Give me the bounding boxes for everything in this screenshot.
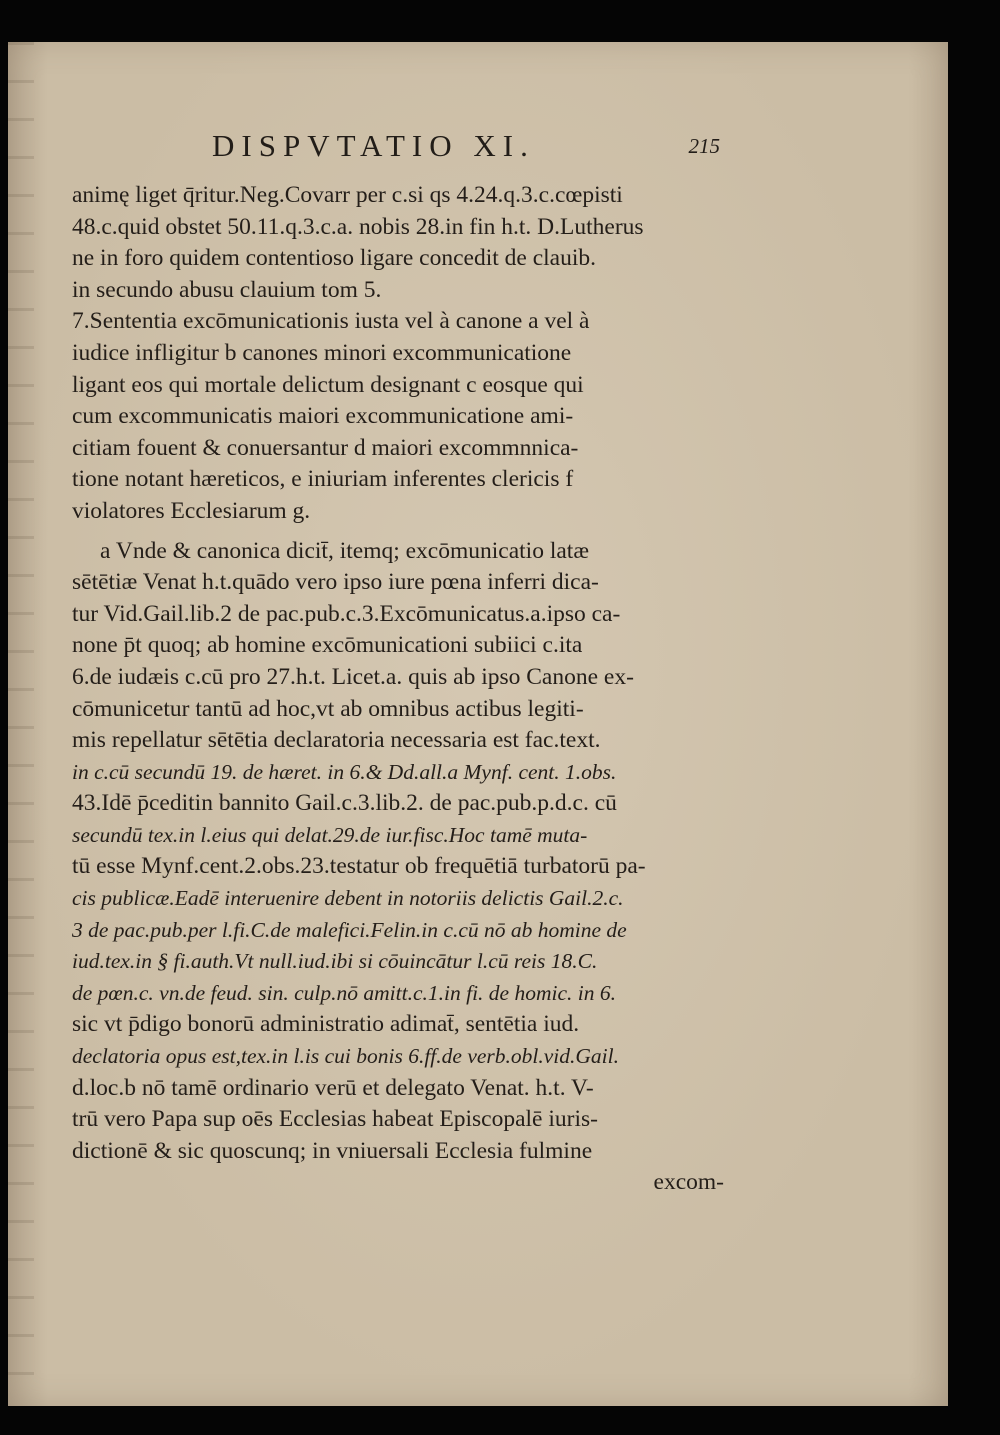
note-line: sic vt p̄digo bonorū administratio adimat̄, sentētia iud. <box>72 1011 580 1038</box>
text-line: in secundo abusu clauium tom 5. <box>72 276 382 303</box>
note-line: 6.de iudæis c.cū pro 27.h.t. Licet.a. quis ab ipso Canone ex- <box>72 663 634 690</box>
note-line: secundū tex.in l.eius qui delat.29.de iur.fisc.Hoc tamē muta- <box>72 822 588 847</box>
catchword: excom- <box>653 1169 724 1196</box>
text-line: tione notant hæreticos, e iniuriam inferentes clericis f <box>72 466 574 493</box>
note-line: none p̄t quoq; ab homine excōmunicationi subiici c.ita <box>72 632 583 659</box>
text-line: violatores Ecclesiarum g. <box>72 497 311 524</box>
text-line: iudice infligitur b canones minori excommunicatione <box>72 339 572 366</box>
text-line: ligant eos qui mortale delictum designant c eosque qui <box>72 371 584 398</box>
note-line: tur Vid.Gail.lib.2 de pac.pub.c.3.Excōmunicatus.a.ipso ca- <box>72 600 621 627</box>
note-line: d.loc.b nō tamē ordinario verū et delegato Venat. h.t. V- <box>72 1074 594 1101</box>
running-head: DISPVTATIO XI. <box>212 128 535 163</box>
note-line: declatoria opus est,tex.in l.is cui bonis 6.ff.de verb.obl.vid.Gail. <box>72 1044 619 1069</box>
note-line: mis repellatur sētētia declaratoria necessaria est fac.text. <box>72 727 601 754</box>
text-line: ne in foro quidem contentioso ligare concedit de clauib. <box>72 245 597 272</box>
text-line: citiam fouent & conuersantur d maiori excommnnica- <box>72 434 579 461</box>
text-line: animę liget q̄ritur.Neg.Covarr per c.si qs 4.24.q.3.c.cœpisti <box>72 182 623 208</box>
note-line: sētētiæ Venat h.t.quādo vero ipso iure pœna inferri dica- <box>72 569 599 596</box>
note-line: 3 de pac.pub.per l.fi.C.de malefici.Felin.in c.cū nō ab homine de <box>72 917 627 942</box>
note-line: 43.Idē p̄ceditin bannito Gail.c.3.lib.2. de pac.pub.p.d.c. cū <box>72 790 617 817</box>
note-line: de pœn.c. vn.de feud. sin. culp.nō amitt.c.1.in fi. de homic. in 6. <box>72 980 616 1005</box>
note-line: cis publicæ.Eadē interuenire debent in notoriis delictis Gail.2.c. <box>72 886 624 911</box>
note-line: trū vero Papa sup oēs Ecclesias habeat Episcopalē iuris- <box>72 1106 598 1133</box>
page-header <box>72 128 720 172</box>
body-text <box>72 180 724 1199</box>
note-line: tū esse Mynf.cent.2.obs.23.testatur ob frequētiā turbatorū pa- <box>72 853 646 880</box>
text-line: cum excommunicatis maiori excommunicatione ami- <box>72 403 574 430</box>
page-number: 215 <box>688 134 720 158</box>
note-line: a Vnde & canonica dicit̄, itemq; excōmunicatio latæ <box>100 537 590 564</box>
note-line: cōmunicetur tantū ad hoc,vt ab omnibus actibus legiti- <box>72 695 584 722</box>
text-line: 48.c.quid obstet 50.11.q.3.c.a. nobis 28.in fin h.t. D.Lutherus <box>72 213 644 240</box>
text-line: 7.Sententia excōmunicationis iusta vel à canone a vel à <box>72 308 590 335</box>
binding-gutter <box>8 42 34 1406</box>
note-line: in c.cū secundū 19. de hæret. in 6.& Dd.all.a Mynf. cent. 1.obs. <box>72 759 617 784</box>
note-line: iud.tex.in § fi.auth.Vt null.iud.ibi si cōuincātur l.cū reis 18.C. <box>72 949 598 974</box>
note-line: dictionē & sic quoscunq; in vniuersali Ecclesia fulmine <box>72 1137 593 1164</box>
